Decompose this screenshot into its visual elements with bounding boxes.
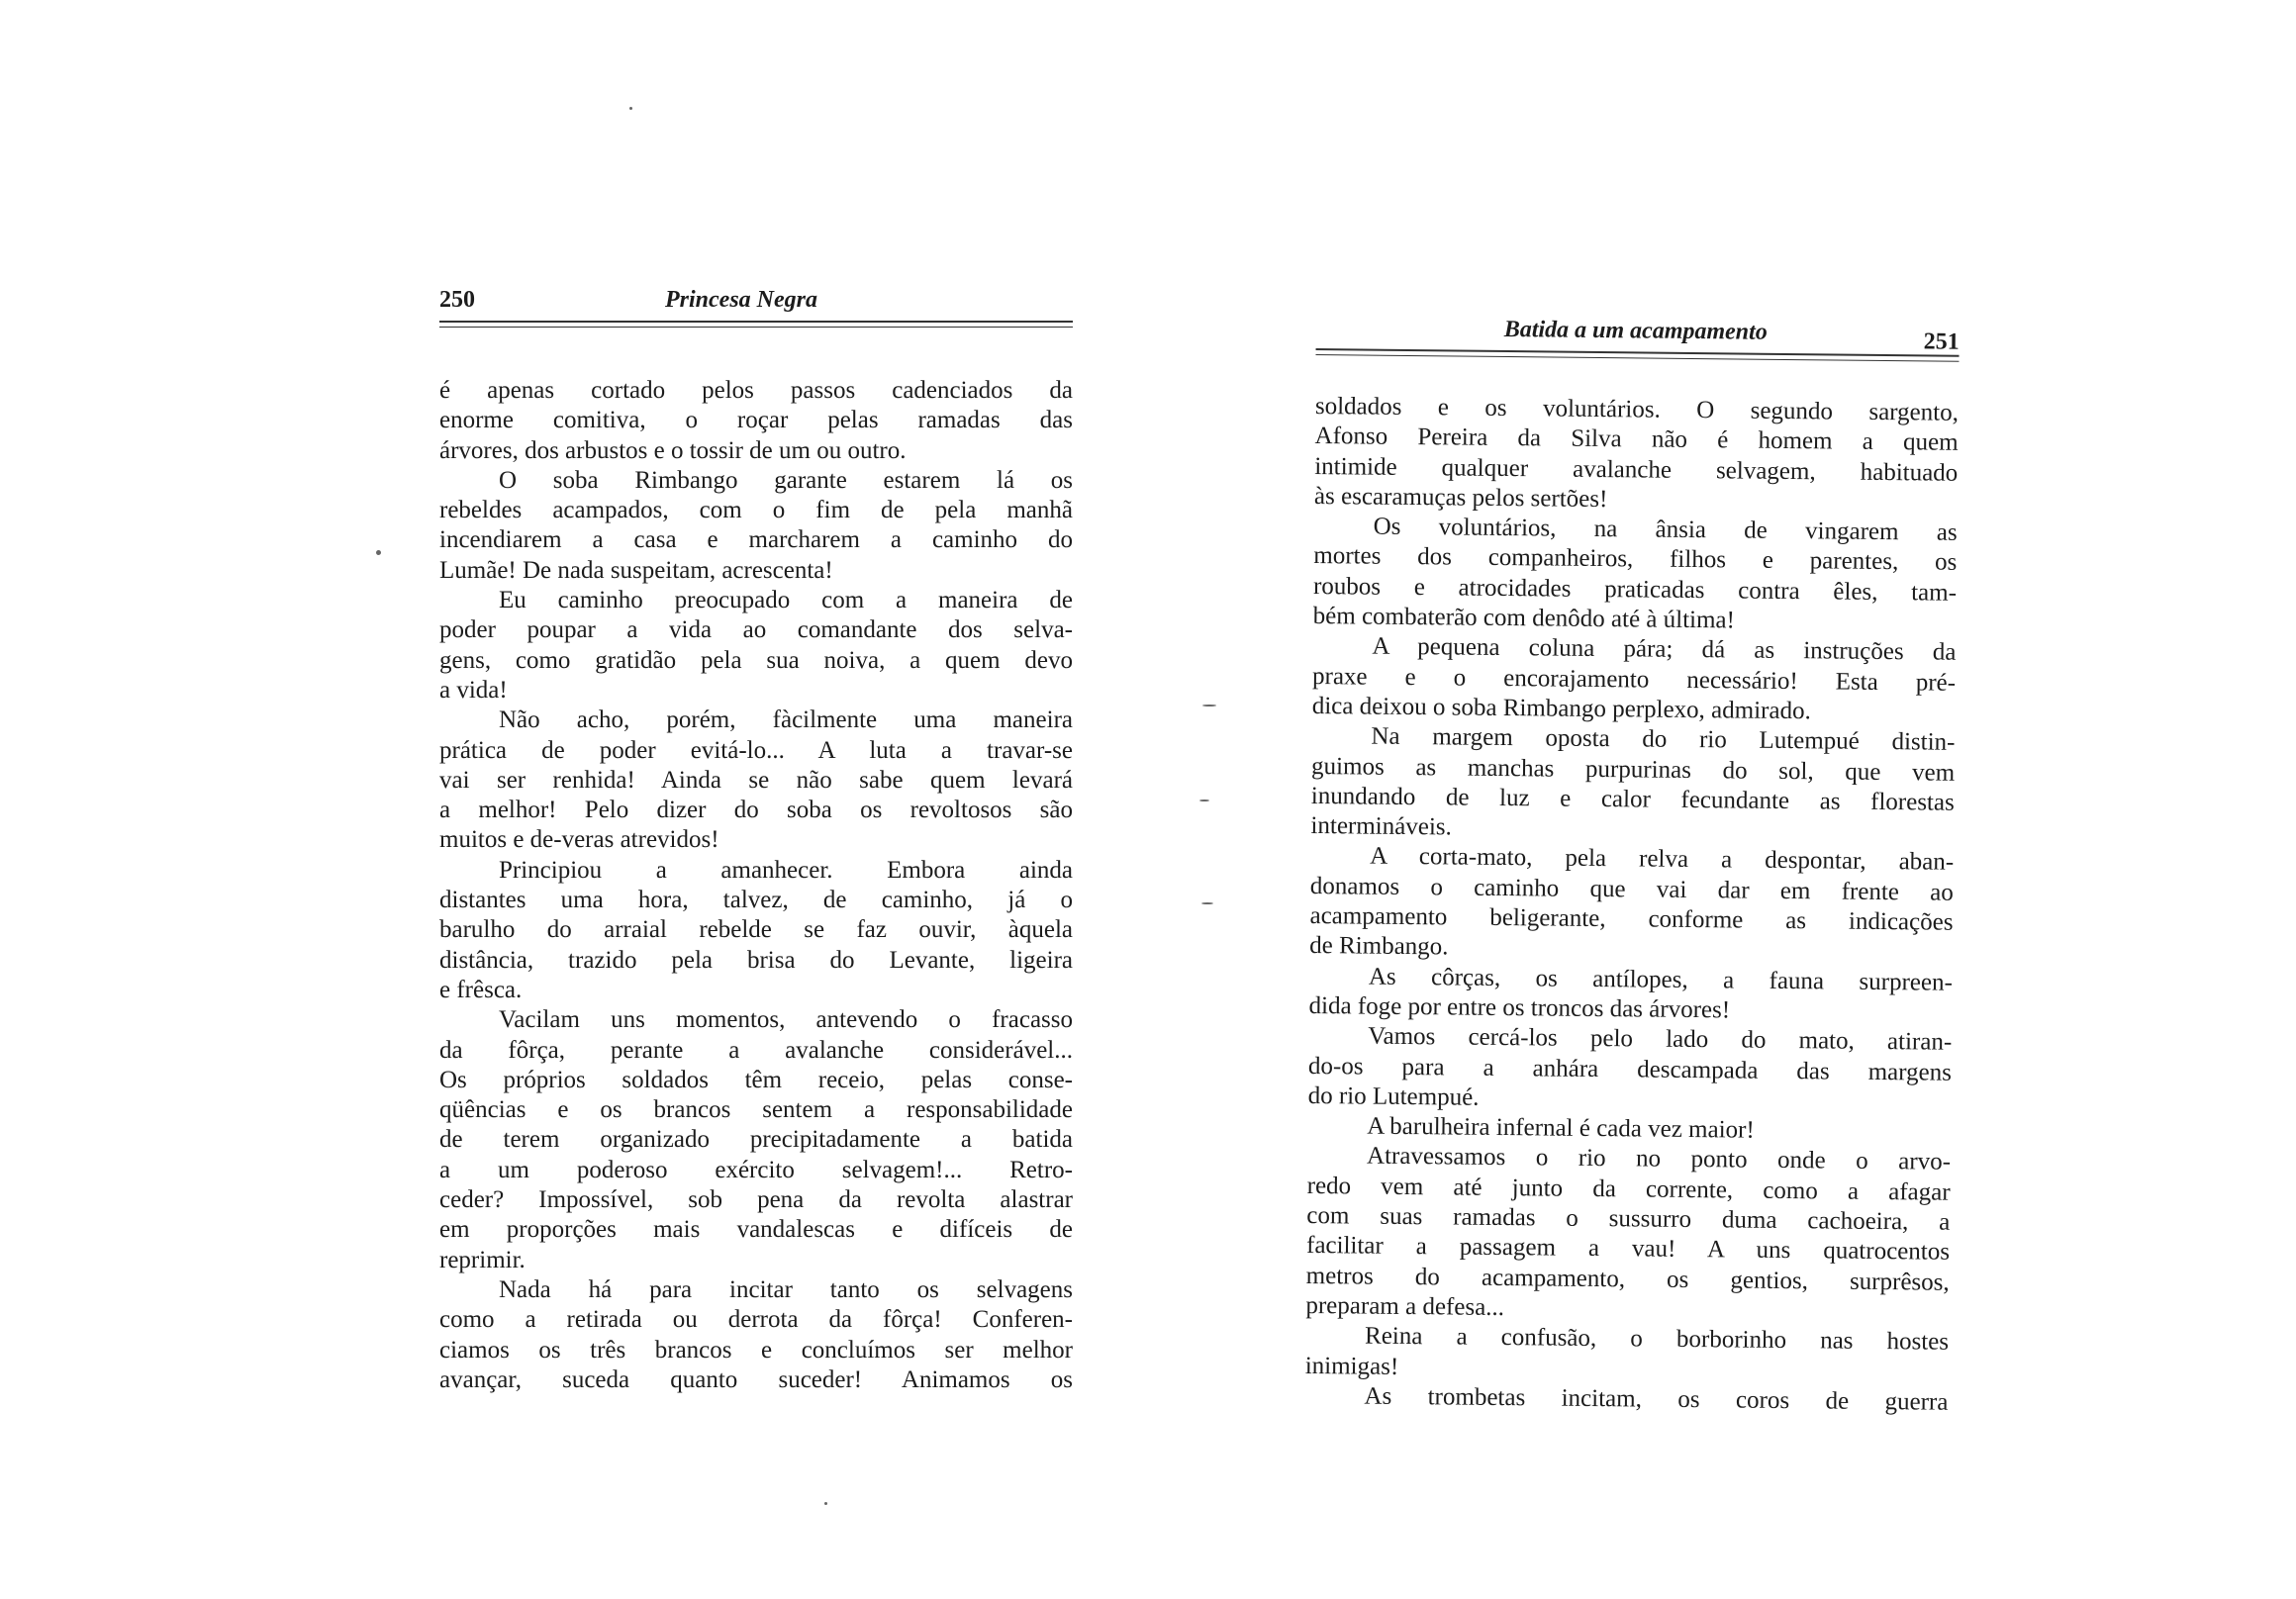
- scan-speck: [1199, 800, 1209, 801]
- text-line: guimos as manchas purpurinas do sol, que vem: [1310, 752, 1956, 787]
- text-line: Principiou a amanhecer. Embora ainda: [499, 856, 1073, 884]
- text-line: do rio Lutempué.: [1307, 1082, 1480, 1111]
- text-line: incendiarem a casa e marcharem a caminho do: [439, 526, 1073, 554]
- text-line: As côrças, os antílopes, a fauna surpreen-: [1368, 963, 1954, 996]
- scan-speck: [824, 1502, 827, 1505]
- text-line: como a retirada ou derrota da fôrça! Conferen-: [439, 1306, 1073, 1334]
- text-line: Os voluntários, na ânsia de vingarem as: [1373, 513, 1958, 546]
- body-text: [439, 376, 1073, 1395]
- text-line: a melhor! Pelo dizer do soba os revoltosos são: [439, 797, 1073, 824]
- text-line: a um poderoso exército selvagem!... Retro-: [439, 1156, 1073, 1183]
- text-line: Atravessamos o rio no ponto onde o arvo-: [1366, 1143, 1952, 1176]
- right-page: [1304, 307, 1960, 1418]
- text-line: Eu caminho preocupado com a maneira de: [499, 587, 1073, 614]
- page-number: 251: [1923, 329, 1960, 355]
- text-line: As trombetas incitam, os coros de guerra: [1364, 1382, 1949, 1416]
- left-page: [439, 287, 1073, 1395]
- text-line: Nada há para incitar tanto os selvagens: [499, 1275, 1073, 1303]
- text-line: prática de poder evitá-lo... A luta a travar-se: [439, 736, 1073, 764]
- text-line: donamos o caminho que vai dar em frente ao: [1309, 872, 1954, 906]
- text-line: distantes uma hora, talvez, de caminho, já o: [439, 887, 1073, 914]
- text-line: barulho do arraial rebelde se faz ouvir, àquela: [439, 916, 1073, 944]
- text-line: O soba Rimbango garante estarem lá os: [499, 466, 1073, 494]
- text-line: distância, trazido pela brisa do Levante, ligeira: [439, 946, 1073, 974]
- text-line: e frêsca.: [439, 976, 523, 1003]
- text-line: dida foge por entre os troncos das árvores!: [1308, 991, 1731, 1024]
- text-line: A corta-mato, pela relva a despontar, aban-: [1370, 843, 1955, 877]
- header-rule: [439, 327, 1073, 328]
- text-line: bém combaterão com denôdo até à última!: [1312, 603, 1736, 634]
- text-line: ceder? Impossível, sob pena da revolta alastrar: [439, 1186, 1073, 1214]
- text-line: Na margem oposta do rio Lutempué distin-: [1371, 722, 1956, 757]
- text-line: poder poupar a vida ao comandante dos selva-: [439, 616, 1073, 644]
- text-line: facilitar a passagem a vau! A uns quatrocentos: [1305, 1232, 1951, 1267]
- text-line: Os próprios soldados têm receio, pelas conse-: [439, 1066, 1073, 1093]
- scan-speck: [629, 107, 632, 110]
- text-line: A pequena coluna pára; dá as instruções da: [1372, 632, 1957, 667]
- text-line: com suas ramadas o sussurro duma cachoeira, a: [1306, 1201, 1951, 1236]
- text-line: A barulheira infernal é cada vez maior!: [1367, 1112, 1755, 1144]
- text-line: Reina a confusão, o borborinho nas hostes: [1364, 1322, 1950, 1356]
- text-line: soldados e os voluntários. O segundo sargento,: [1314, 392, 1960, 426]
- text-line: árvores, dos arbustos e o tossir de um ou outro.: [439, 436, 907, 464]
- text-line: Não acho, porém, fàcilmente uma maneira: [499, 706, 1073, 734]
- header-rule: [439, 321, 1073, 323]
- page-header: [1315, 307, 1959, 363]
- text-line: inimigas!: [1304, 1352, 1399, 1380]
- text-line: em proporções mais vandalescas e difíceis de: [439, 1216, 1073, 1244]
- text-line: qüências e os brancos sentem a responsabilidade: [439, 1096, 1073, 1124]
- page-header: [439, 287, 1073, 336]
- text-line: metros do acampamento, os gentios, surprêsos,: [1305, 1262, 1950, 1296]
- text-line: Lumãe! De nada suspeitam, acrescenta!: [439, 556, 833, 584]
- text-line: gens, como gratidão pela sua noiva, a quem devo: [439, 646, 1073, 674]
- text-line: roubos e atrocidades praticadas contra êles, tam-: [1312, 572, 1958, 607]
- text-line: é apenas cortado pelos passos cadenciados da: [439, 377, 1073, 404]
- text-line: reprimir.: [439, 1246, 526, 1273]
- scan-speck: [376, 550, 381, 555]
- text-line: mortes dos companheiros, filhos e parentes, os: [1313, 542, 1958, 577]
- text-line: inundando de luz e calor fecundante as florestas: [1310, 782, 1955, 816]
- text-line: praxe e o encorajamento necessário! Esta pré-: [1311, 662, 1957, 697]
- text-line: vai ser renhida! Ainda se não sabe quem levará: [439, 766, 1073, 794]
- text-line: avançar, suceda quanto suceder! Animamos os: [439, 1365, 1073, 1393]
- text-line: muitos e de-veras atrevidos!: [439, 826, 719, 854]
- text-line: Vacilam uns momentos, antevendo o fracasso: [499, 1006, 1073, 1034]
- scan-speck: [1202, 705, 1216, 706]
- text-line: Afonso Pereira da Silva não é homem a quem: [1314, 423, 1959, 457]
- running-title: Princesa Negra: [665, 287, 817, 313]
- text-line: rebeldes acampados, com o fim de pela manhã: [439, 497, 1073, 524]
- text-line: enorme comitiva, o roçar pelas ramadas das: [439, 407, 1073, 434]
- text-line: de terem organizado precipitadamente a batida: [439, 1126, 1073, 1154]
- text-line: às escaramuças pelos sertões!: [1313, 482, 1608, 513]
- text-line: intermináveis.: [1310, 812, 1452, 841]
- text-line: Vamos cercá-los pelo lado do mato, atiran-: [1368, 1022, 1953, 1056]
- body-text: [1304, 392, 1959, 1418]
- running-title: Batida a um acampamento: [1503, 316, 1768, 345]
- text-line: acampamento beligerante, conforme as indicações: [1309, 902, 1954, 936]
- text-line: ciamos os três brancos e concluímos ser melhor: [439, 1336, 1073, 1364]
- text-line: da fôrça, perante a avalanche considerável...: [439, 1036, 1073, 1064]
- text-line: do-os para a anhára descampada das margens: [1307, 1052, 1953, 1086]
- text-line: dica deixou o soba Rimbango perplexo, admirado.: [1311, 692, 1811, 725]
- page-number: 250: [439, 287, 475, 313]
- text-line: intimide qualquer avalanche selvagem, habituado: [1314, 452, 1959, 487]
- text-line: redo vem até junto da corrente, como a afagar: [1306, 1172, 1951, 1206]
- text-line: a vida!: [439, 676, 508, 704]
- text-line: de Rimbango.: [1309, 932, 1449, 961]
- scan-speck: [1201, 902, 1213, 904]
- text-line: preparam a defesa...: [1305, 1291, 1505, 1321]
